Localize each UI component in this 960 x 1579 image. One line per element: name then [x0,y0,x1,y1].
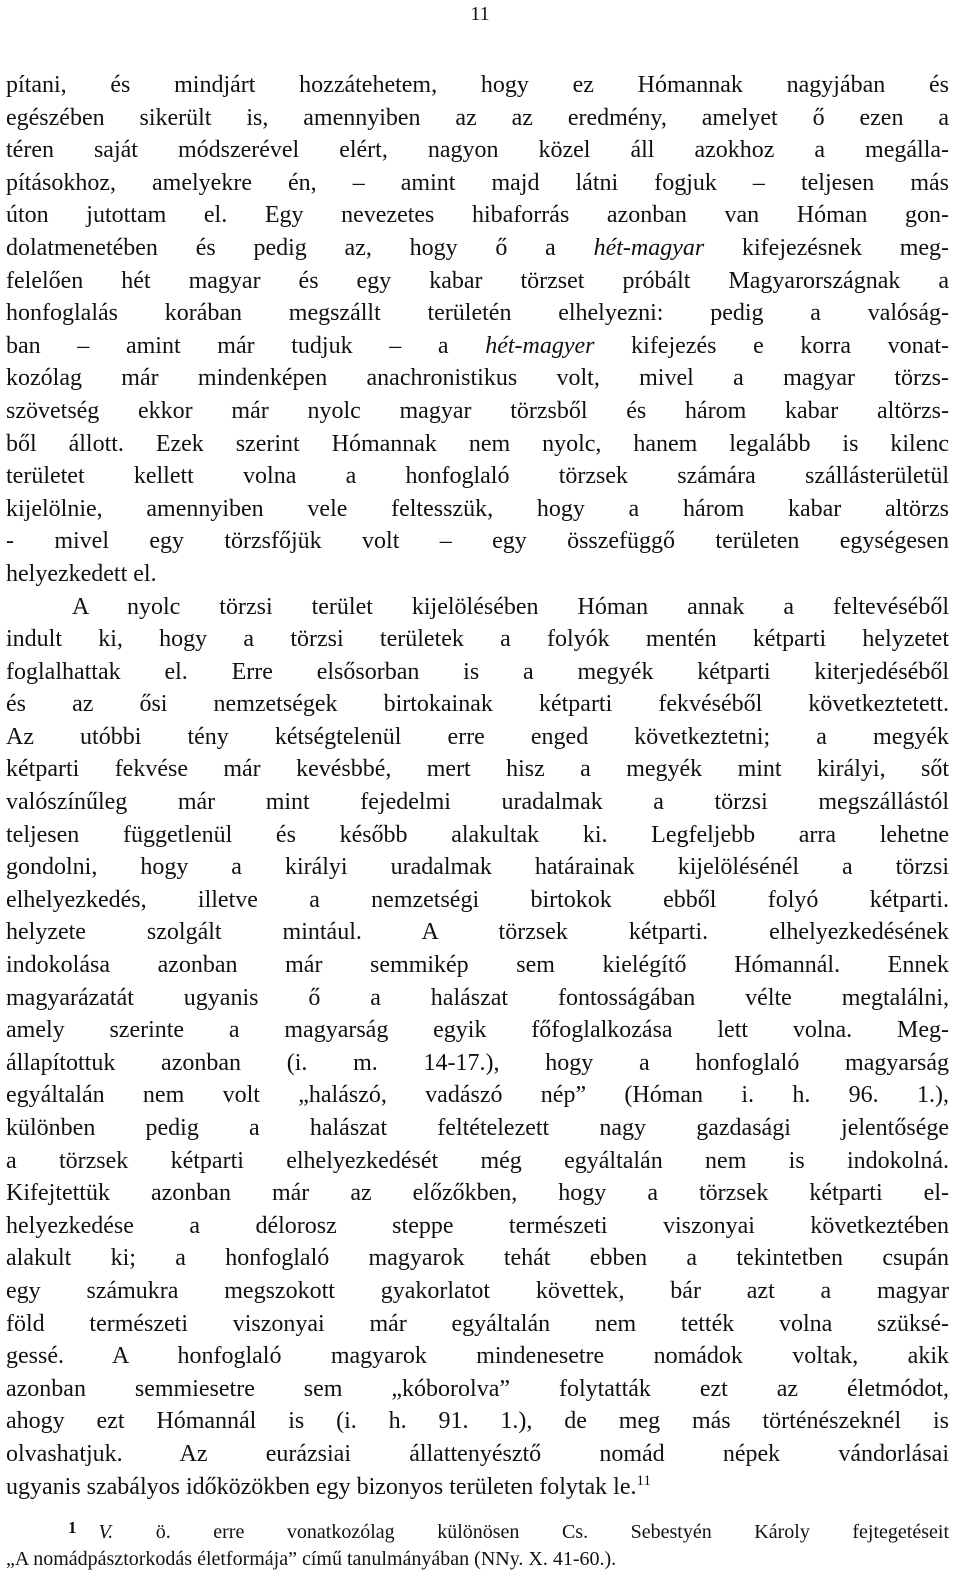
text-line: kijelölnie, amennyiben vele feltesszük, hogy a három kabar altörzs [6,495,949,522]
text-line: úton jutottam el. Egy nevezetes hibaforrás azonban van Hóman gon- [6,202,949,229]
text-line [6,330,949,363]
footnote-marker: 1 [68,1518,77,1537]
text-line [6,1471,949,1504]
text-line: foglalhattak el. Erre elsősorban is a megyék kétparti kiterjedéséből [6,658,949,685]
text-line: Kifejtettük azonban már az előzőkben, hogy a törzsek kétparti el- [6,1180,949,1207]
text-line: ahogy ezt Hómannál is (i. h. 91. 1.), de meg más történészeknél is [6,1408,949,1435]
text-line: indult ki, hogy a törzsi területek a folyók mentén kétparti helyzetet [6,626,949,653]
footnote-line: „A nomádpásztorkodás életformája” című tanulmányában (NNy. X. 41-60.). [6,1548,617,1570]
text-line: kozólag már mindenképen anachronistikus volt, mivel a magyar törzs- [6,365,949,392]
text-line: honfoglalás korában megszállt területén elhelyezni: pedig a valóság- [6,300,949,327]
text-segment: ban – amint már tudjuk – a [6,332,449,359]
text-line: gondolni, hogy a királyi uradalmak határainak kijelölésénél a törzsi [6,854,949,881]
text-line: és az ősi nemzetségek birtokainak kétparti fekvéséből következtetett. [6,691,949,718]
text-segment: ugyanis szabályos időközökben egy bizonyos területen folytak le. [6,1473,637,1500]
italic-term: hét-magyar [593,234,705,261]
paragraph-1 [6,69,949,591]
italic-term: hét-magyer [485,332,595,359]
text-line: helyezkedett el. [6,560,157,587]
text-line: föld természeti viszonyai már egyáltalán nem tették volna szüksé- [6,1310,949,1337]
paragraph-2 [6,591,949,1504]
text-line: indokolása azonban már semmikép sem kielégítő Hómannál. Ennek [6,952,949,979]
text-line: magyarázatát ugyanis ő a halászat fontosságában vélte megtalálni, [6,984,949,1011]
footnote-abbreviation: V. [98,1521,114,1543]
text-line: pításokhoz, amelyekre én, – amint majd látni fogjuk – teljesen más [6,169,949,196]
body-text [6,69,949,1503]
text-line: A nyolc törzsi terület kijelölésében Hóman annak a feltevéséből [72,593,949,620]
text-line: téren saját módszerével elért, nagyon közel áll azokhoz a megálla- [6,137,949,164]
text-line: elhelyezkedés, illetve a nemzetségi birtokok ebből folyó kétparti. [6,886,949,913]
text-line [6,232,949,265]
text-line: olvashatjuk. Az eurázsiai állattenyésztő nomád népek vándorlásai [6,1440,949,1467]
text-segment: kifejezés e korra vonat- [631,332,949,359]
text-line: helyezkedése a délorosz steppe természeti viszonyai következtében [6,1212,949,1239]
text-line: alakult ki; a honfoglaló magyarok tehát ebben a tekintetben csupán [6,1245,949,1272]
text-line: - mivel egy törzsfőjük volt – egy összefüggő területen egységesen [6,528,949,555]
text-line: szövetség ekkor már nyolc magyar törzsből és három kabar altörzs- [6,397,949,424]
text-line: valószínűleg már mint fejedelmi uradalmak a törzsi megszállástól [6,789,949,816]
text-line: különben pedig a halászat feltételezett nagy gazdasági jelentősége [6,1115,949,1141]
text-line: a törzsek kétparti elhelyezkedését még egyáltalán nem is indokolná. [6,1147,949,1174]
text-line: állapítottuk azonban (i. m. 14-17.), hogy a honfoglaló magyarság [6,1049,949,1076]
text-line: területet kellett volna a honfoglaló törzsek számára szállásterületül [6,463,949,490]
text-line: gessé. A honfoglaló magyarok mindenesetre nomádok voltak, akik [6,1343,949,1370]
text-line: egészében sikerült is, amennyiben az az eredmény, amelyet ő ezen a [6,104,949,131]
text-line: kétparti fekvése már kevésbbé, mert hisz a megyék mint királyi, sőt [6,756,949,783]
text-segment: ö. erre vonatkozólag különösen Cs. Sebestyén Károly fejtegetéseit [155,1521,949,1543]
text-line: egyáltalán nem volt „halászó, vadászó nép” (Hóman i. h. 96. 1.), [6,1082,949,1109]
text-segment: dolatmenetében és pedig az, hogy ő a [6,234,556,261]
text-line: egy számukra megszokott gyakorlatot követtek, bár azt a magyar [6,1277,949,1304]
footnote-reference[interactable]: 11 [636,1472,651,1489]
text-line: ből állott. Ezek szerint Hómannak nem nyolc, hanem legalább is kilenc [6,430,949,457]
text-line: azonban semmiesetre sem „kóborolva” folytatták ezt az életmódot, [6,1375,949,1402]
footnote [6,1514,949,1573]
text-segment: kifejezésnek meg- [742,234,950,261]
text-line: Az utóbbi tény kétségtelenül erre enged következtetni; a megyék [6,723,949,750]
text-line: helyzete szolgált mintául. A törzsek kétparti. elhelyezkedésének [6,919,949,946]
text-line: felelően hét magyar és egy kabar törzset próbált Magyarországnak a [6,267,949,294]
text-line: pítani, és mindjárt hozzátehetem, hogy ez Hómannak nagyjában és [6,72,949,98]
text-line: teljesen függetlenül és később alakultak ki. Legfeljebb arra lehetne [6,821,949,848]
text-line: amely szerinte a magyarság egyik főfoglalkozása lett volna. Meg- [6,1017,949,1044]
footnote-line [6,1514,949,1546]
page-number: 11 [470,3,490,25]
